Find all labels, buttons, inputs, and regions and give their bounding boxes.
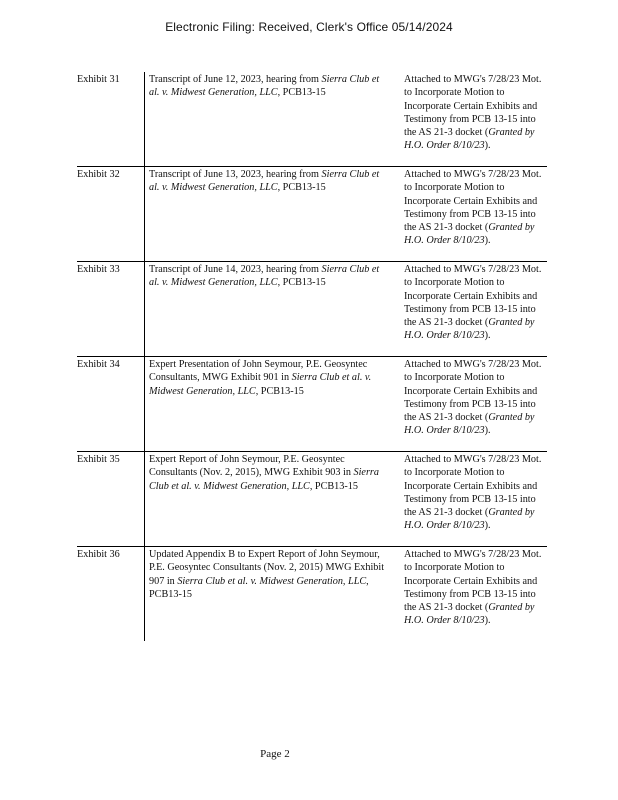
table-row: [77, 356, 547, 451]
exhibit-status: Attached to MWG's 7/28/23 Mot. to Incorporate Motion to Incorporate Certain Exhibits and Testimony from PCB 13-15 into the AS 21-3 docket (Granted by H.O. Order 8/10/23).: [404, 74, 542, 152]
table-row: [77, 451, 547, 546]
exhibit-status: Attached to MWG's 7/28/23 Mot. to Incorporate Motion to Incorporate Certain Exhibits and Testimony from PCB 13-15 into the AS 21-3 docket (Granted by H.O. Order 8/10/23).: [404, 264, 542, 342]
table-row: [77, 261, 547, 356]
exhibit-description: Transcript of June 13, 2023, hearing from Sierra Club et al. v. Midwest Generation, LLC, PCB13-15: [149, 169, 380, 194]
exhibit-status: Attached to MWG's 7/28/23 Mot. to Incorporate Motion to Incorporate Certain Exhibits and Testimony from PCB 13-15 into the AS 21-3 docket (Granted by H.O. Order 8/10/23).: [404, 359, 542, 437]
column-divider: [144, 167, 145, 261]
page-number: Page 2: [260, 748, 290, 760]
filing-header: Electronic Filing: Received, Clerk's Office 05/14/2024: [165, 20, 453, 34]
exhibit-label: Exhibit 36: [77, 549, 120, 560]
column-divider: [144, 452, 145, 546]
exhibit-label: Exhibit 33: [77, 264, 120, 275]
exhibit-description: Transcript of June 12, 2023, hearing from Sierra Club et al. v. Midwest Generation, LLC, PCB13-15: [149, 74, 380, 99]
exhibit-description: Expert Report of John Seymour, P.E. Geosyntec Consultants (Nov. 2, 2015), MWG Exhibit 903 in Sierra Club et al. v. Midwest Generation, LLC, PCB13-15: [149, 454, 379, 492]
exhibit-status: Attached to MWG's 7/28/23 Mot. to Incorporate Motion to Incorporate Certain Exhibits and Testimony from PCB 13-15 into the AS 21-3 docket (Granted by H.O. Order 8/10/23).: [404, 454, 542, 532]
exhibit-status: Attached to MWG's 7/28/23 Mot. to Incorporate Motion to Incorporate Certain Exhibits and Testimony from PCB 13-15 into the AS 21-3 docket (Granted by H.O. Order 8/10/23).: [404, 169, 542, 247]
table-row: [77, 72, 547, 166]
table-row: [77, 546, 547, 641]
exhibit-label: Exhibit 31: [77, 74, 120, 85]
exhibit-description: Updated Appendix B to Expert Report of John Seymour, P.E. Geosyntec Consultants (Nov. 2, 2015) MWG Exhibit 907 in Sierra Club et al. v. Midwest Generation, LLC, PCB13-15: [149, 549, 385, 600]
exhibit-label: Exhibit 34: [77, 359, 120, 370]
column-divider: [144, 357, 145, 451]
column-divider: [144, 262, 145, 356]
exhibit-label: Exhibit 35: [77, 454, 120, 465]
column-divider: [144, 547, 145, 641]
exhibit-status: Attached to MWG's 7/28/23 Mot. to Incorporate Motion to Incorporate Certain Exhibits and Testimony from PCB 13-15 into the AS 21-3 docket (Granted by H.O. Order 8/10/23).: [404, 549, 542, 627]
exhibit-description: Transcript of June 14, 2023, hearing from Sierra Club et al. v. Midwest Generation, LLC, PCB13-15: [149, 264, 380, 289]
table-row: [77, 166, 547, 261]
column-divider: [144, 72, 145, 166]
exhibit-description: Expert Presentation of John Seymour, P.E. Geosyntec Consultants, MWG Exhibit 901 in Sierra Club et al. v. Midwest Generation, LLC, PCB13-15: [149, 359, 372, 397]
exhibit-table: [77, 72, 547, 641]
exhibit-label: Exhibit 32: [77, 169, 120, 180]
